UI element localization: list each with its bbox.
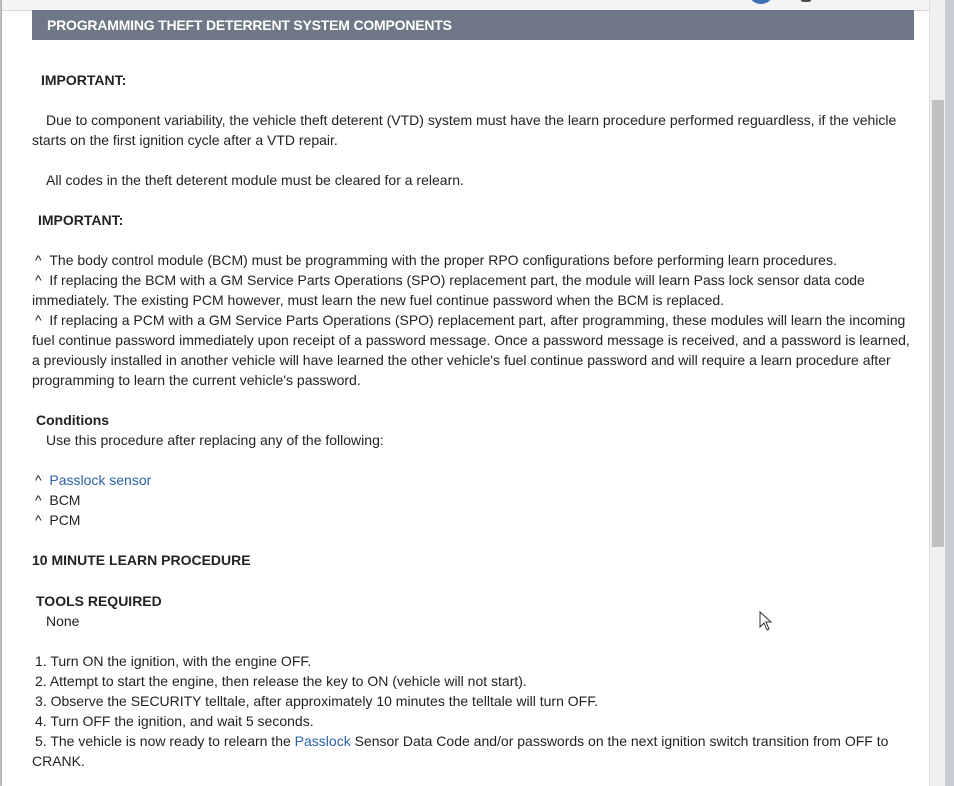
bullet-marker: ^ — [35, 312, 42, 328]
procedure-step: 1. Turn ON the ignition, with the engine OFF. — [35, 653, 312, 669]
bullet-item — [32, 310, 914, 390]
conditions-item — [32, 470, 914, 490]
window-edge — [945, 0, 954, 786]
bullet-marker: ^ — [35, 512, 42, 528]
scrollbar-thumb[interactable] — [932, 100, 944, 547]
step-5-prefix: 5. The vehicle is now ready to relearn the — [35, 733, 295, 749]
mouse-cursor-icon — [759, 611, 773, 631]
conditions-item — [32, 510, 914, 530]
conditions-heading: Conditions — [36, 412, 110, 428]
procedure-heading: 10 MINUTE LEARN PROCEDURE — [32, 552, 251, 568]
section-banner: PROGRAMMING THEFT DETERRENT SYSTEM COMPONENTS — [32, 10, 914, 40]
passlock-link[interactable]: Passlock — [294, 733, 351, 749]
user-icon[interactable] — [748, 0, 774, 4]
conditions-item-label: BCM — [49, 492, 81, 508]
bullet-item — [32, 270, 914, 310]
conditions-text: Use this procedure after replacing any of the following: — [46, 432, 384, 448]
help-icon[interactable] — [800, 0, 812, 2]
procedure-step: 4. Turn OFF the ignition, and wait 5 seconds. — [35, 713, 314, 729]
conditions-item — [32, 490, 914, 510]
bullet-text: If replacing a PCM with a GM Service Parts Operations (SPO) replacement part, after programming, these modules will learn the incoming fuel continue password immediately upon receipt of a password message. Once a password message is received, and a password is learned, a previously installed in another vehicle will have learned the other vehicle's fuel continue password and will require a learn procedure after programming to learn the current vehicle's password. — [32, 312, 910, 388]
bullet-marker: ^ — [35, 472, 42, 488]
procedure-step: 2. Attempt to start the engine, then release the key to ON (vehicle will not start). — [35, 673, 527, 689]
tools-value: None — [46, 613, 80, 629]
bullet-text: The body control module (BCM) must be programming with the proper RPO configurations before performing learn procedures. — [49, 252, 837, 268]
vertical-scrollbar[interactable] — [929, 0, 946, 786]
document-content — [32, 70, 914, 771]
procedure-step: 3. Observe the SECURITY telltale, after approximately 10 minutes the telltale will turn OFF. — [35, 693, 599, 709]
document-panel — [2, 0, 929, 786]
bullet-text: If replacing the BCM with a GM Service Parts Operations (SPO) replacement part, the module will learn Pass lock sensor data code immediately. The existing PCM however, must learn the new fuel continue password when the BCM is replaced. — [32, 272, 865, 308]
bullet-item — [32, 250, 914, 270]
paragraph-clear-codes: All codes in the theft deterent module must be cleared for a relearn. — [46, 172, 464, 188]
paragraph-vtd-variability: Due to component variability, the vehicle theft deterent (VTD) system must have the learn procedure performed reguardless, if the vehicle starts on the first ignition cycle after a VTD repair. — [32, 112, 897, 148]
bullet-marker: ^ — [35, 272, 42, 288]
step-5-suffix: Sensor Data Code and/or passwords on the next ignition switch transition from OFF to CRANK. — [32, 733, 889, 769]
procedure-step — [32, 731, 914, 771]
conditions-item-label: PCM — [49, 512, 81, 528]
bullet-marker: ^ — [35, 252, 42, 268]
important-heading-2: IMPORTANT: — [38, 212, 124, 228]
tools-heading: TOOLS REQUIRED — [36, 593, 162, 609]
important-heading-1: IMPORTANT: — [41, 72, 127, 88]
passlock-sensor-link[interactable]: Passlock sensor — [49, 472, 152, 488]
bullet-marker: ^ — [35, 492, 42, 508]
